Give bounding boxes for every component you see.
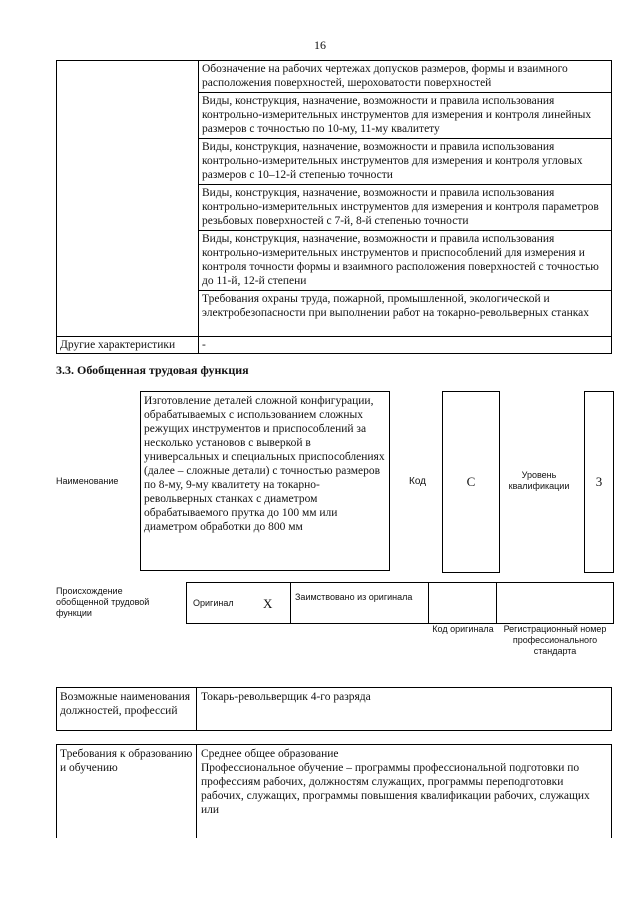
level-value: 3 (595, 474, 603, 489)
knowledge-row: Виды, конструкция, назначение, возможности и правила использования контрольно-измерительных инструментов для измерения и контроля угловых размеров с 10–12-й степенью точности (199, 139, 612, 185)
education-line: или (201, 804, 220, 816)
original-mark: X (263, 596, 273, 611)
origin-label: Происхождение обобщенной трудовой функции (56, 586, 150, 618)
level-box (584, 391, 614, 573)
education-table (56, 744, 612, 838)
function-name-box (140, 391, 390, 571)
positions-table (56, 687, 612, 731)
original-label: Оригинал (193, 598, 234, 608)
page-number: 16 (314, 38, 326, 52)
knowledge-table (56, 60, 612, 354)
origin-table (186, 582, 614, 624)
other-characteristics-value: - (199, 337, 612, 354)
other-characteristics-label: Другие характеристики (57, 337, 199, 354)
code-original-caption: Код оригинала (432, 624, 494, 634)
name-label: Наименование (56, 476, 119, 486)
knowledge-row: Виды, конструкция, назначение, возможности и правила использования контрольно-измерительных инструментов для измерения и контроля параметров резьбовых поверхностей с 7-й, 8-й степенью точности (199, 185, 612, 231)
level-label: Уровень квалификации (508, 470, 570, 491)
education-line: Профессиональное обучение – программы профессиональной подготовки по профессиям рабочих, должностям служащих, программы переподготовки рабочих, служащих, программы повышения квалификации рабочих, служащих (201, 762, 590, 802)
knowledge-row: Виды, конструкция, назначение, возможности и правила использования контрольно-измерительных инструментов для измерения и контроля линейных размеров с точностью по 10-му, 11-му квалитету (199, 93, 612, 139)
education-label: Требования к образованию и обучению (57, 745, 197, 838)
knowledge-row: Требования охраны труда, пожарной, промышленной, экологической и электробезопасности при выполнении работ на токарно-револьверных станках (199, 291, 612, 337)
education-value (197, 745, 611, 838)
reg-number-caption: Регистрационный номер профессионального стандарта (503, 624, 607, 656)
origin-reg-cell (497, 583, 613, 623)
origin-original-cell (187, 583, 291, 623)
section-title: 3.3. Обобщенная трудовая функция (56, 363, 249, 377)
borrowed-label: Заимствовано из оригинала (295, 592, 413, 602)
code-value: С (466, 474, 476, 489)
function-name-value: Изготовление деталей сложной конфигурации, обрабатываемых с использованием сложных режущих инструментов и приспособлений за несколько установов с выверкой в универсальных и специальных приспособлениях (далее – сложные детали) с точностью размеров по 8-му, 9-му квалитету на токарно-револьверных станках с диаметром обрабатываемого прутка до 100 мм или диаметром обработки до 800 мм (144, 395, 385, 533)
knowledge-label-cell (57, 61, 199, 337)
education-line: Среднее общее образование (201, 748, 339, 760)
origin-borrowed-cell (291, 583, 429, 623)
positions-label: Возможные наименования должностей, профессий (57, 688, 197, 730)
knowledge-row: Обозначение на рабочих чертежах допусков размеров, формы и взаимного расположения поверхностей, шероховатости поверхностей (199, 61, 612, 93)
code-label: Код (409, 476, 427, 487)
origin-code-cell (429, 583, 497, 623)
knowledge-row: Виды, конструкция, назначение, возможности и правила использования контрольно-измерительных инструментов и приспособлений для измерения и контроля точности формы и взаимного расположения поверхностей с точностью до 11-й, 12-й степени (199, 231, 612, 291)
code-box (442, 391, 500, 573)
positions-value: Токарь-револьверщик 4-го разряда (201, 691, 371, 703)
